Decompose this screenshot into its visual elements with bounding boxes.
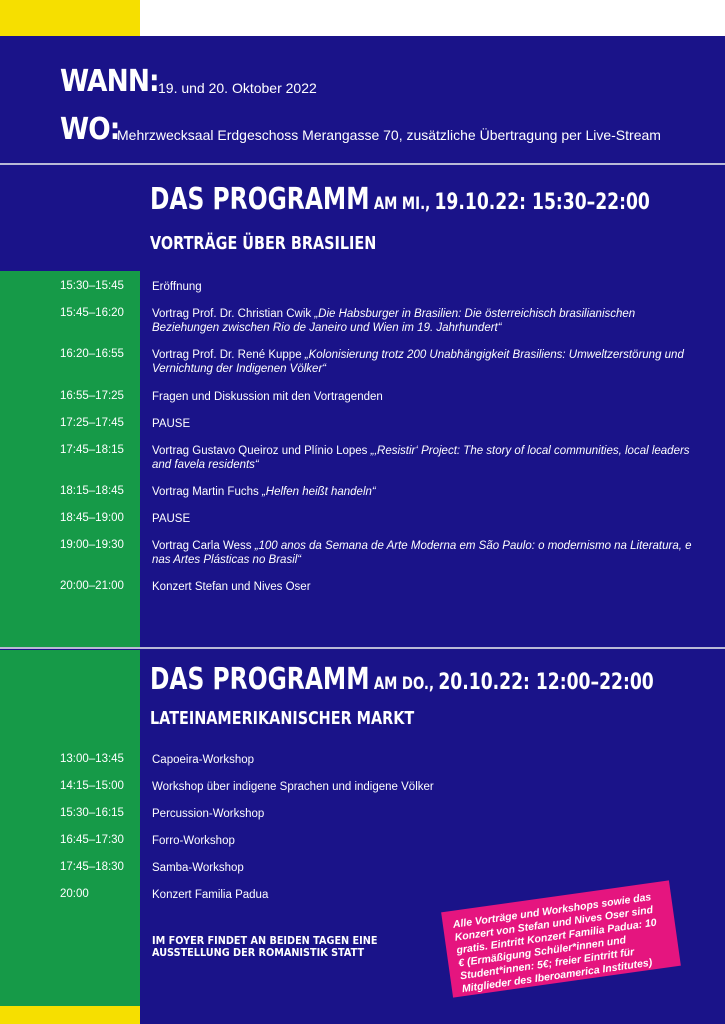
schedule-time: 14:15–15:00 — [60, 780, 124, 792]
yellow-accent-top — [0, 0, 140, 36]
when-label: WANN: — [60, 64, 159, 99]
schedule-description: PAUSE — [152, 418, 191, 430]
schedule-time: 16:45–17:30 — [60, 834, 124, 846]
schedule-time: 16:20–16:55 — [60, 348, 124, 360]
schedule-description: Konzert Familia Padua — [152, 889, 269, 901]
schedule-description: Konzert Stefan und Nives Oser — [152, 581, 311, 593]
schedule-time: 17:25–17:45 — [60, 417, 124, 429]
schedule-description: Vortrag Martin Fuchs „Helfen heißt handeln“ — [152, 486, 376, 498]
yellow-accent-bottom — [0, 1006, 140, 1024]
schedule-description: Vortrag Prof. Dr. Christian Cwik „Die Habsburger in Brasilien: Die österreichisch brasilianischen Beziehungen zwischen Rio de Janeiro und Wien im 19. Jahrhundert“ — [152, 308, 636, 334]
divider — [0, 163, 725, 165]
schedule-time: 18:15–18:45 — [60, 485, 124, 497]
program-title-day1: DAS PROGRAMM AM MI., 19.10.22: 15:30–22:00 — [150, 182, 650, 217]
admission-info-box: Alle Vorträge und Workshops sowie das Konzert von Stefan und Nives Oser sind gratis. Eintritt Konzert Familia Padua: 10 € (Ermäßigung Schüler*innen und Student*innen: 5€; freier Eintritt für Mitglieder des Iberoamerica Institutes) — [441, 880, 681, 997]
schedule-time: 16:55–17:25 — [60, 390, 124, 402]
schedule-time: 17:45–18:15 — [60, 444, 124, 456]
when-value: 19. und 20. Oktober 2022 — [158, 80, 317, 96]
schedule-description: PAUSE — [152, 513, 191, 525]
schedule-time: 15:45–16:20 — [60, 307, 124, 319]
schedule-description: Vortrag Prof. Dr. René Kuppe „Kolonisierung trotz 200 Unabhängigkeit Brasiliens: Umweltzerstörung und Vernichtung der Indigenen Völker“ — [152, 349, 684, 375]
schedule-time: 13:00–13:45 — [60, 753, 124, 765]
schedule-description: Vortrag Carla Wess „100 anos da Semana de Arte Moderna em São Paulo: o modernismo na Literatura, e nas Artes Plásticas no Brasil“ — [152, 540, 692, 566]
green-time-column-day2 — [0, 650, 140, 1006]
foyer-exhibition-note: IM FOYER FINDET AN BEIDEN TAGEN EINE AUSSTELLUNG DER ROMANISTIK STATT — [152, 934, 378, 959]
schedule-description: Fragen und Diskussion mit den Vortragenden — [152, 391, 383, 403]
schedule-time: 15:30–15:45 — [60, 280, 124, 292]
program-subtitle-day1: VORTRÄGE ÜBER BRASILIEN — [150, 233, 377, 254]
schedule-description: Forro-Workshop — [152, 835, 235, 847]
schedule-description: Eröffnung — [152, 281, 202, 293]
where-value: Mehrzwecksaal Erdgeschoss Merangasse 70, zusätzliche Übertragung per Live-Stream — [117, 127, 661, 143]
when-row — [60, 64, 317, 99]
schedule-time: 18:45–19:00 — [60, 512, 124, 524]
schedule-description: Capoeira-Workshop — [152, 754, 255, 766]
where-row — [60, 112, 661, 147]
divider — [0, 647, 725, 649]
schedule-description: Samba-Workshop — [152, 862, 244, 874]
schedule-time: 19:00–19:30 — [60, 539, 124, 551]
schedule-description: Percussion-Workshop — [152, 808, 265, 820]
program-title-day2: DAS PROGRAMM AM DO., 20.10.22: 12:00–22:00 — [150, 662, 654, 697]
where-label: WO: — [60, 112, 120, 147]
schedule-time: 15:30–16:15 — [60, 807, 124, 819]
schedule-description: Vortrag Gustavo Queiroz und Plínio Lopes „‚Resistir‘ Project: The story of local communities, local leaders and favela residents“ — [152, 445, 690, 471]
schedule-time: 20:00–21:00 — [60, 580, 124, 592]
schedule-time: 17:45–18:30 — [60, 861, 124, 873]
program-subtitle-day2: LATEINAMERIKANISCHER MARKT — [150, 708, 415, 729]
schedule-time: 20:00 — [60, 888, 89, 900]
schedule-description: Workshop über indigene Sprachen und indigene Völker — [152, 781, 434, 793]
